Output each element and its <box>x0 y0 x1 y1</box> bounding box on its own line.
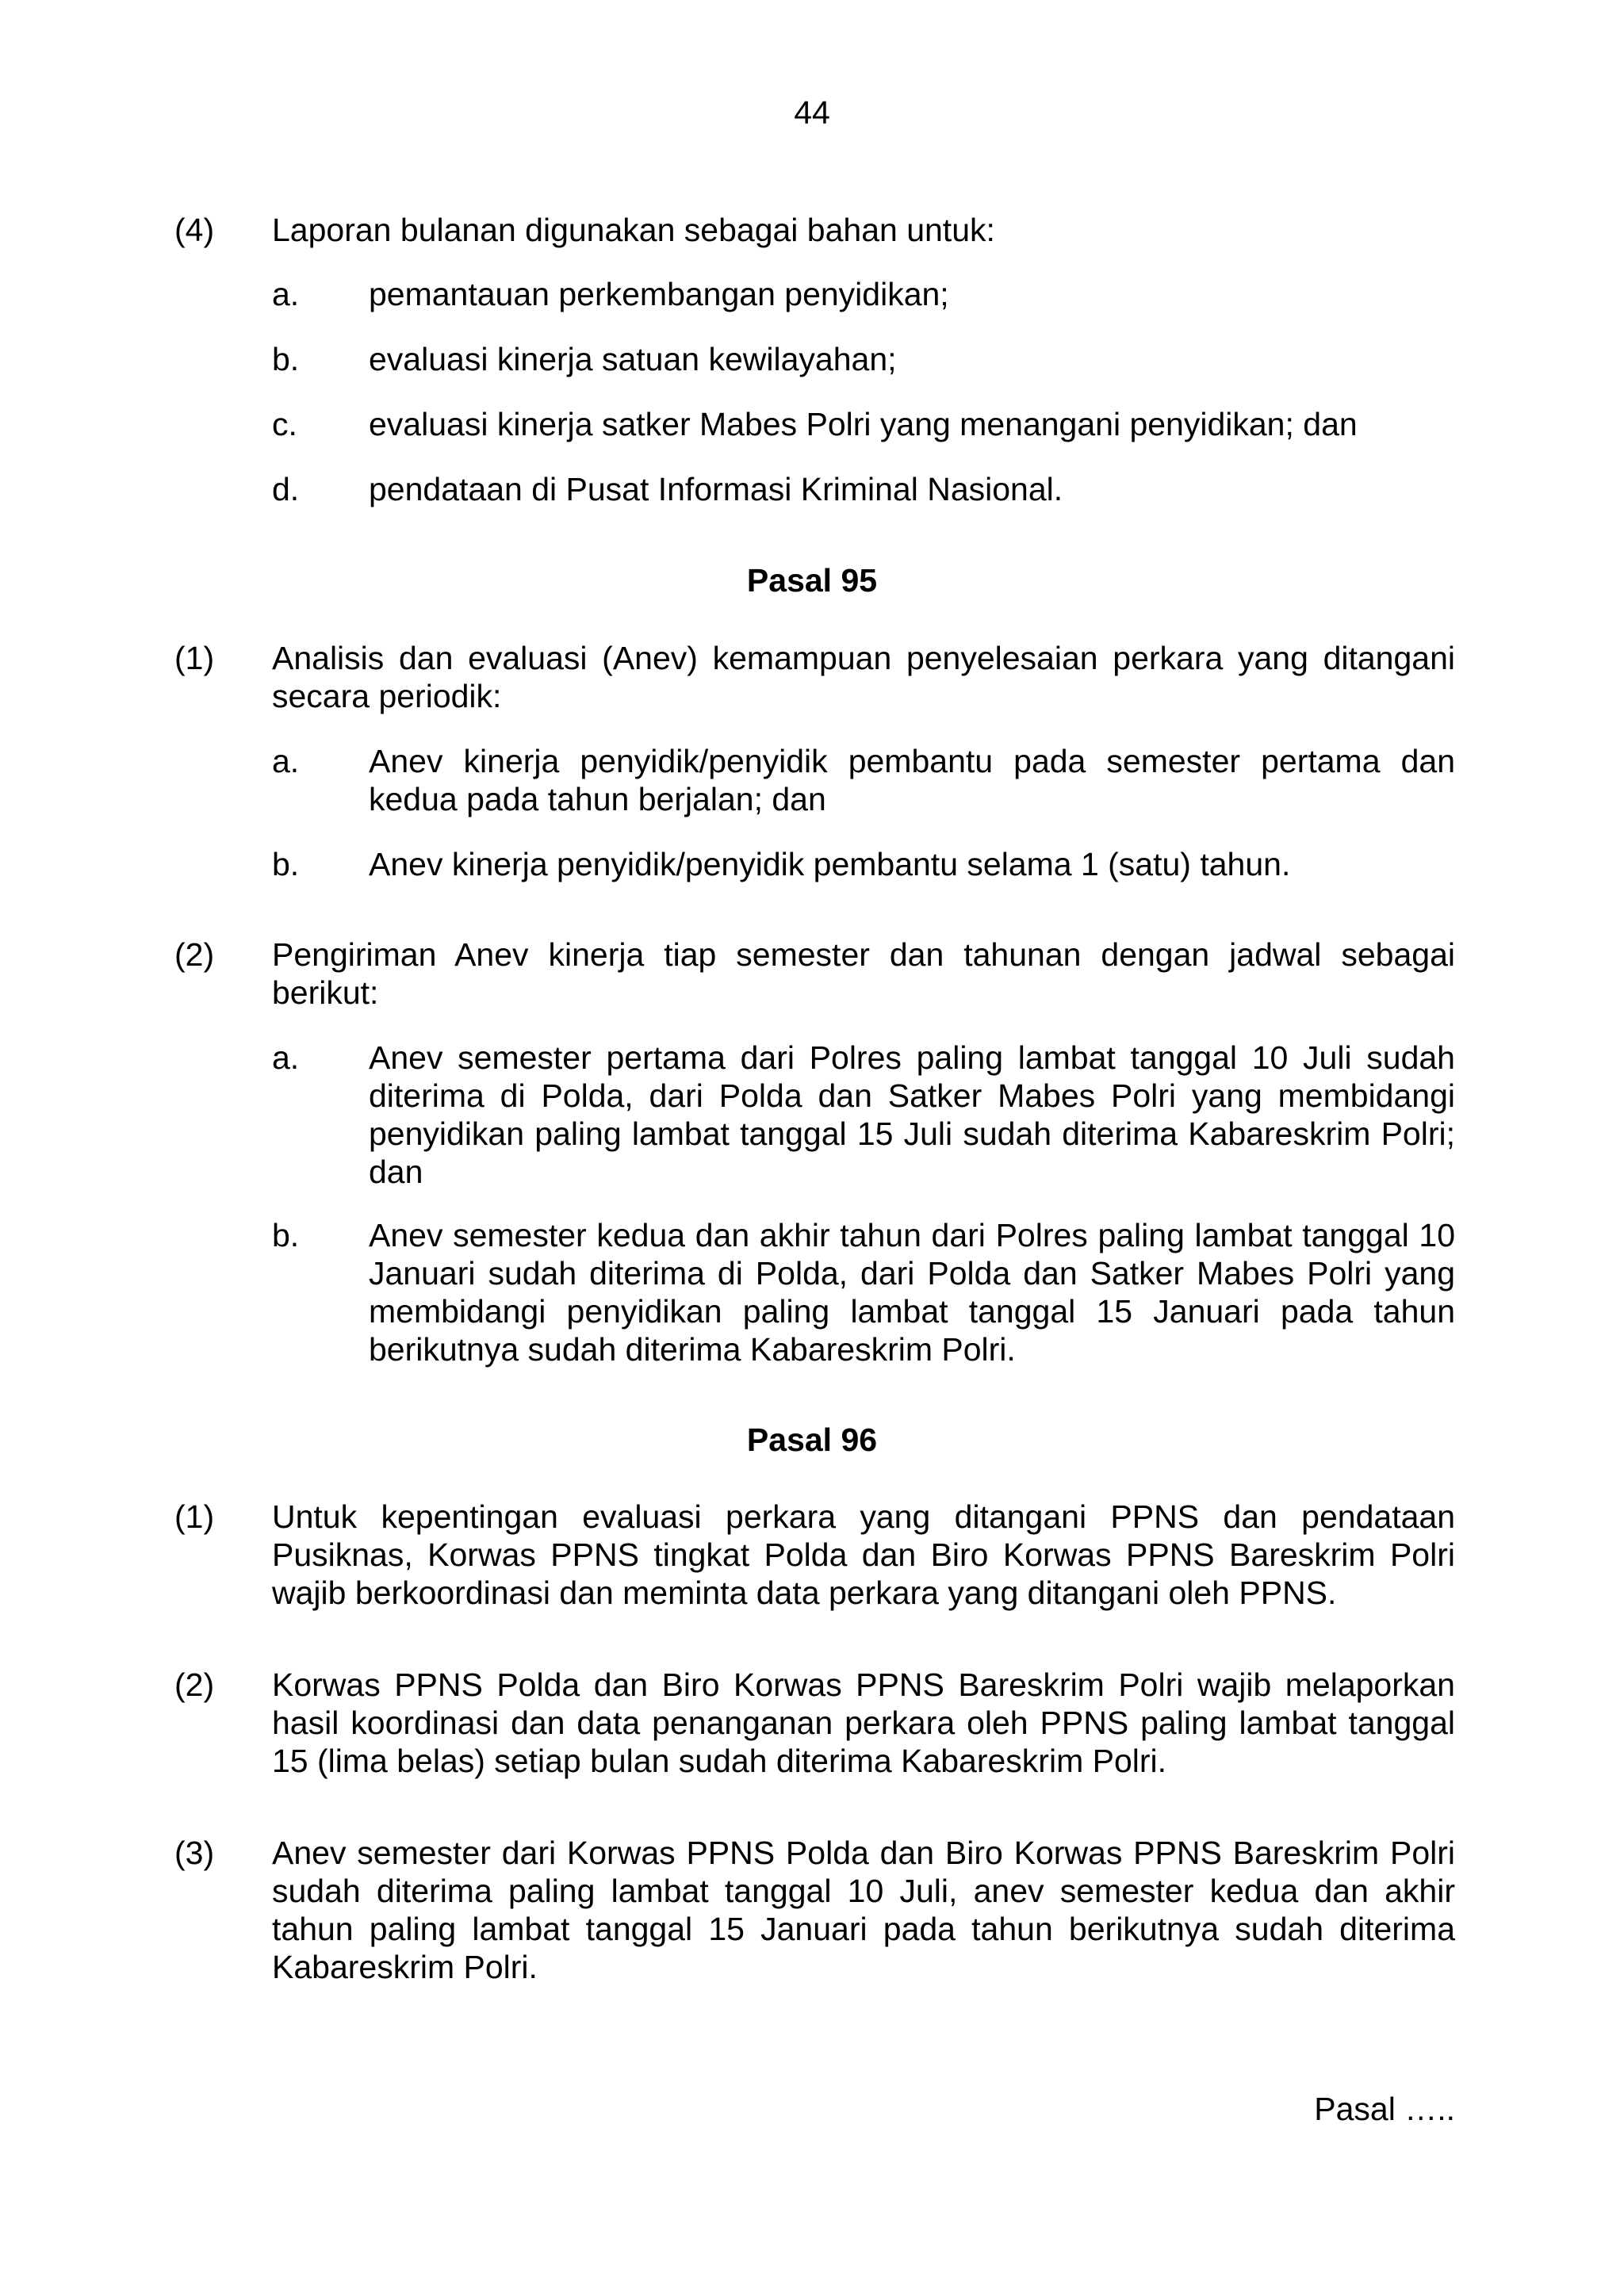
paragraph-number: (1) <box>174 1498 215 1535</box>
list-item-text: pemantauan perkembangan penyidikan; <box>369 276 949 312</box>
paragraph-text: Anev semester dari Korwas PPNS Polda dan Biro Korwas PPNS Bareskrim Polri sudah diterima paling lambat tanggal 10 Juli, anev semester kedua dan akhir tahun paling lambat tanggal 15 Januari pada tahun berikutnya sudah diterima Kabareskrim Polri. <box>272 1835 1455 1985</box>
list-item-letter: b. <box>272 341 300 377</box>
list-item-text: evaluasi kinerja satker Mabes Polri yang menangani penyidikan; dan <box>369 406 1358 442</box>
list-item-letter: a. <box>272 276 300 312</box>
paragraph-text: Laporan bulanan digunakan sebagai bahan untuk: <box>272 212 995 248</box>
page-number: 44 <box>794 94 830 131</box>
list-item-letter: b. <box>272 846 300 882</box>
paragraph-number: (2) <box>174 1667 215 1703</box>
list-item-text: Anev semester pertama dari Polres paling lambat tanggal 10 Juli sudah diterima di Polda, dari Polda dan Satker Mabes Polri yang membidangi penyidikan paling lambat tanggal 15 Juli sudah diterima Kabareskrim Polri; dan <box>369 1039 1455 1190</box>
list-item-letter: b. <box>272 1217 300 1253</box>
paragraph-text: Pengiriman Anev kinerja tiap semester dan tahunan dengan jadwal sebagai berikut: <box>272 936 1455 1011</box>
article-heading: Pasal 95 <box>746 562 878 599</box>
article-heading: Pasal 96 <box>746 1422 878 1458</box>
list-item-text: Anev kinerja penyidik/penyidik pembantu pada semester pertama dan kedua pada tahun berjalan; dan <box>369 743 1455 817</box>
list-item-letter: c. <box>272 406 297 442</box>
list-item-text: Anev semester kedua dan akhir tahun dari Polres paling lambat tanggal 10 Januari sudah diterima di Polda, dari Polda dan Satker Mabes Polri yang membidangi penyidikan paling lambat tanggal 15 Januari pada tahun berikutnya sudah diterima Kabareskrim Polri. <box>369 1217 1455 1368</box>
continuation-footer: Pasal ….. <box>1314 2091 1455 2127</box>
paragraph-number: (4) <box>174 212 215 248</box>
paragraph-text: Analisis dan evaluasi (Anev) kemampuan penyelesaian perkara yang ditangani secara periodik: <box>272 640 1455 714</box>
list-item-letter: a. <box>272 743 300 779</box>
list-item-letter: d. <box>272 471 300 507</box>
list-item-text: pendataan di Pusat Informasi Kriminal Nasional. <box>369 471 1063 507</box>
list-item-text: evaluasi kinerja satuan kewilayahan; <box>369 341 897 377</box>
paragraph-number: (2) <box>174 936 215 973</box>
paragraph-text: Untuk kepentingan evaluasi perkara yang ditangani PPNS dan pendataan Pusiknas, Korwas PPNS tingkat Polda dan Biro Korwas PPNS Bareskrim Polri wajib berkoordinasi dan meminta data perkara yang ditangani oleh PPNS. <box>272 1498 1455 1611</box>
paragraph-number: (3) <box>174 1835 215 1871</box>
paragraph-text: Korwas PPNS Polda dan Biro Korwas PPNS Bareskrim Polri wajib melaporkan hasil koordinasi dan data penanganan perkara oleh PPNS paling lambat tanggal 15 (lima belas) setiap bulan sudah diterima Kabareskrim Polri. <box>272 1667 1455 1779</box>
list-item-letter: a. <box>272 1039 300 1076</box>
list-item-text: Anev kinerja penyidik/penyidik pembantu selama 1 (satu) tahun. <box>369 846 1291 882</box>
paragraph-number: (1) <box>174 640 215 676</box>
